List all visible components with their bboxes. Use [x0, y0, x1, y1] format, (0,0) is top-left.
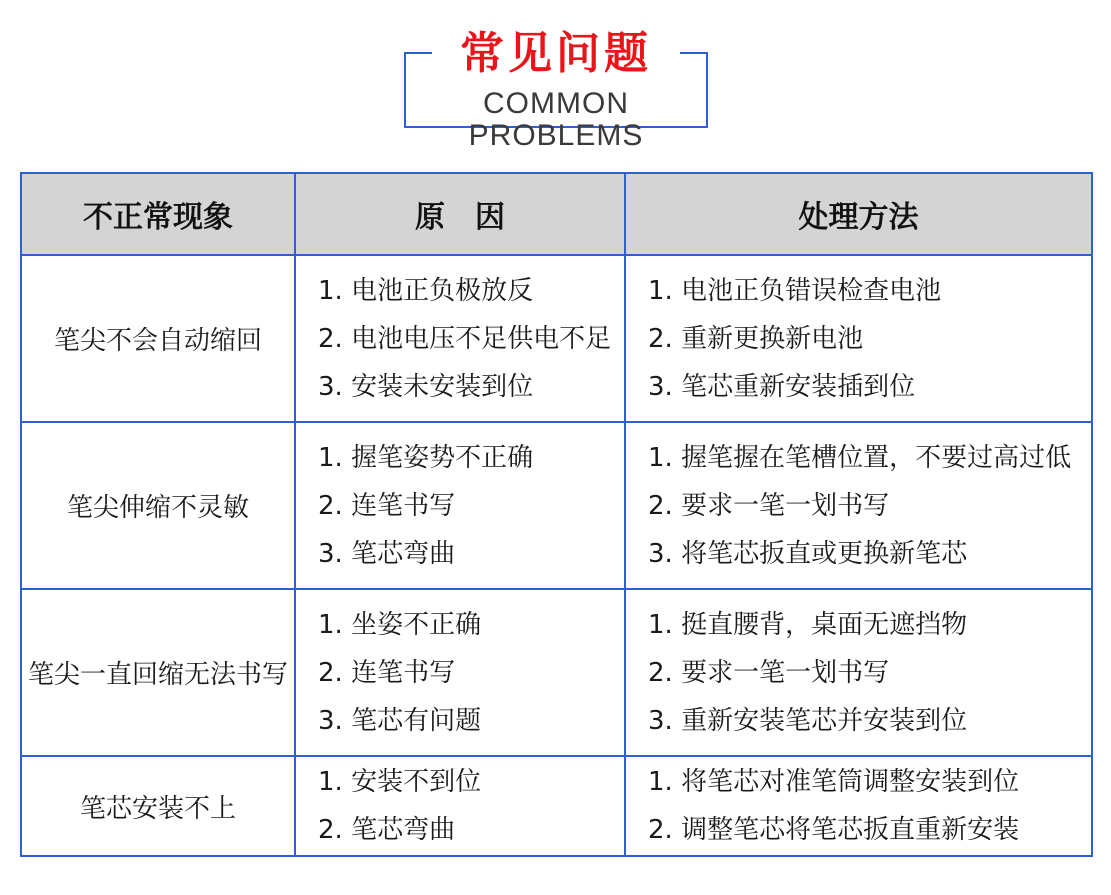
phenomenon-cell: 笔尖伸缩不灵敏 [21, 422, 295, 589]
cause-item: 3. 笔芯弯曲 [318, 538, 456, 569]
phenomenon-cell: 笔尖一直回缩无法书写 [21, 589, 295, 756]
cause-cell [295, 422, 625, 589]
table-row [21, 422, 1092, 589]
header-solution: 处理方法 [625, 173, 1092, 255]
table-row [21, 255, 1092, 422]
solution-item: 2. 要求一笔一划书写 [648, 490, 890, 521]
title-box [404, 28, 708, 152]
header-cause: 原 因 [295, 173, 625, 255]
solution-cell [625, 422, 1092, 589]
cause-item: 2. 电池电压不足供电不足 [318, 323, 612, 354]
solution-item: 2. 调整笔芯将笔芯扳直重新安装 [648, 815, 1020, 845]
cause-item: 2. 连笔书写 [318, 657, 456, 688]
cause-item: 1. 坐姿不正确 [318, 609, 482, 640]
solution-item: 3. 重新安装笔芯并安装到位 [648, 705, 968, 736]
table-row [21, 756, 1092, 856]
solution-item: 1. 电池正负错误检查电池 [648, 275, 942, 306]
solution-item: 1. 挺直腰背，桌面无遮挡物 [648, 609, 968, 640]
solution-cell [625, 589, 1092, 756]
solution-cell [625, 255, 1092, 422]
cause-cell [295, 255, 625, 422]
header-phenomenon: 不正常现象 [21, 173, 295, 255]
cause-item: 1. 电池正负极放反 [318, 275, 534, 306]
solution-item: 2. 重新更换新电池 [648, 323, 864, 354]
cause-item: 3. 安装未安装到位 [318, 371, 534, 402]
page-subtitle: COMMON PROBLEMS [468, 87, 644, 152]
solution-item: 2. 要求一笔一划书写 [648, 657, 890, 688]
cause-item: 1. 安装不到位 [318, 767, 482, 797]
problems-table [20, 172, 1093, 857]
cause-item: 3. 笔芯有问题 [318, 705, 482, 736]
cause-cell [295, 756, 625, 856]
cause-cell [295, 589, 625, 756]
phenomenon-cell: 笔芯安装不上 [21, 756, 295, 856]
cause-item: 2. 笔芯弯曲 [318, 815, 456, 845]
cause-item: 1. 握笔姿势不正确 [318, 442, 534, 473]
solution-item: 3. 笔芯重新安装插到位 [648, 371, 916, 402]
page-title: 常见问题 [460, 28, 652, 79]
table-row [21, 589, 1092, 756]
table-header-row [21, 173, 1092, 255]
cause-item: 2. 连笔书写 [318, 490, 456, 521]
phenomenon-cell: 笔尖不会自动缩回 [21, 255, 295, 422]
solution-item: 3. 将笔芯扳直或更换新笔芯 [648, 538, 968, 569]
solution-item: 1. 握笔握在笔槽位置，不要过高过低 [648, 442, 1072, 473]
solution-cell [625, 756, 1092, 856]
solution-item: 1. 将笔芯对准笔筒调整安装到位 [648, 767, 1020, 797]
